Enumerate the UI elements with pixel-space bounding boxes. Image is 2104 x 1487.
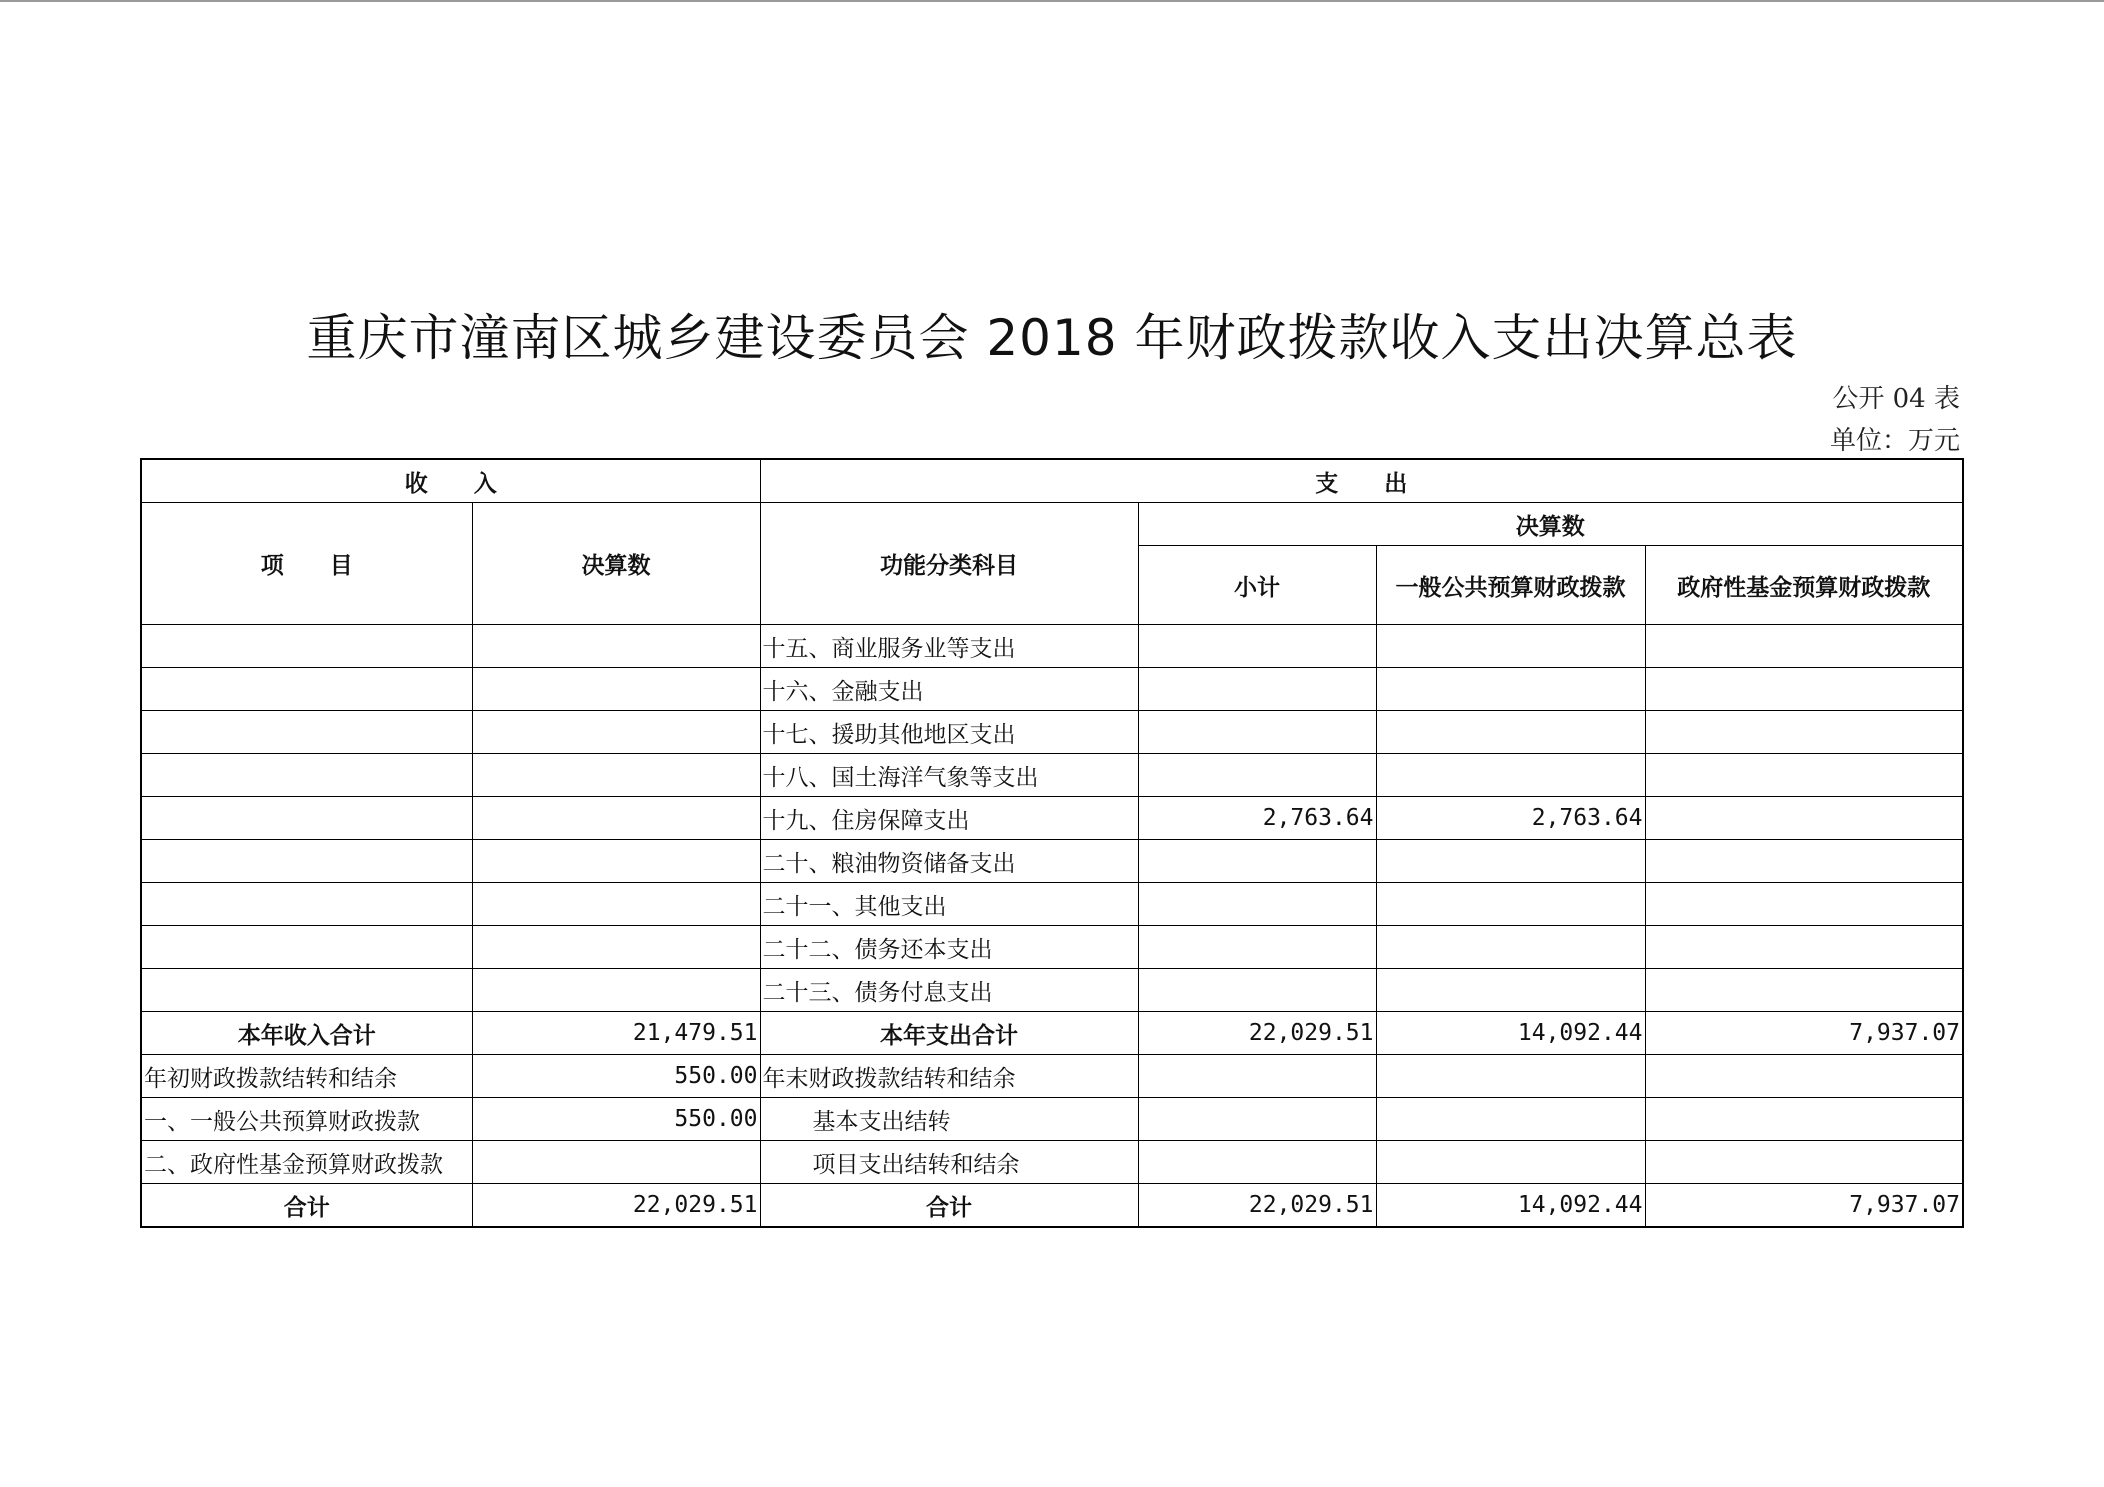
income-item-cell xyxy=(141,668,472,711)
fund-cell xyxy=(1645,926,1963,969)
income-amount-cell: 21,479.51 xyxy=(472,1012,760,1055)
category-cell: 项目支出结转和结余 xyxy=(760,1141,1138,1184)
general-cell: 2,763.64 xyxy=(1376,797,1645,840)
general-cell xyxy=(1376,969,1645,1012)
settlement-header: 决算数 xyxy=(1138,503,1963,546)
income-item-cell: 合计 xyxy=(141,1184,472,1228)
fund-cell xyxy=(1645,668,1963,711)
fund-cell xyxy=(1645,797,1963,840)
general-cell xyxy=(1376,668,1645,711)
subtotal-cell xyxy=(1138,668,1376,711)
page-top-rule xyxy=(0,0,2104,2)
income-item-cell: 一、一般公共预算财政拨款 xyxy=(141,1098,472,1141)
income-item-cell xyxy=(141,625,472,668)
header-row-1 xyxy=(141,459,1963,503)
general-cell xyxy=(1376,1055,1645,1098)
subtotal-cell xyxy=(1138,1098,1376,1141)
income-amount-cell xyxy=(472,754,760,797)
general-cell xyxy=(1376,926,1645,969)
unit-label: 单位：万元 xyxy=(1829,426,1960,456)
income-item-cell xyxy=(141,969,472,1012)
subtotal-header: 小计 xyxy=(1138,546,1376,625)
income-item-cell xyxy=(141,711,472,754)
general-cell: 14,092.44 xyxy=(1376,1184,1645,1228)
general-cell xyxy=(1376,754,1645,797)
fund-cell xyxy=(1645,883,1963,926)
income-amount-cell xyxy=(472,969,760,1012)
category-cell: 二十二、债务还本支出 xyxy=(760,926,1138,969)
income-item-cell xyxy=(141,797,472,840)
income-amount-cell: 550.00 xyxy=(472,1098,760,1141)
income-amount-cell xyxy=(472,711,760,754)
general-cell xyxy=(1376,840,1645,883)
category-cell: 二十三、债务付息支出 xyxy=(760,969,1138,1012)
table-row xyxy=(141,1055,1963,1098)
general-cell xyxy=(1376,625,1645,668)
category-cell: 十五、商业服务业等支出 xyxy=(760,625,1138,668)
income-amount-cell: 550.00 xyxy=(472,1055,760,1098)
category-cell: 十七、援助其他地区支出 xyxy=(760,711,1138,754)
category-cell: 十六、金融支出 xyxy=(760,668,1138,711)
expense-header: 支 出 xyxy=(760,459,1963,503)
category-cell: 十九、住房保障支出 xyxy=(760,797,1138,840)
fund-cell xyxy=(1645,754,1963,797)
income-amount-cell xyxy=(472,1141,760,1184)
category-cell: 合计 xyxy=(760,1184,1138,1228)
general-cell xyxy=(1376,1098,1645,1141)
income-amount-cell xyxy=(472,840,760,883)
header-row-2 xyxy=(141,503,1963,546)
subtotal-cell xyxy=(1138,1055,1376,1098)
fund-cell xyxy=(1645,1141,1963,1184)
subtotal-cell: 22,029.51 xyxy=(1138,1012,1376,1055)
income-amount-cell xyxy=(472,668,760,711)
income-item-cell xyxy=(141,926,472,969)
subtotal-cell xyxy=(1138,625,1376,668)
category-cell: 基本支出结转 xyxy=(760,1098,1138,1141)
fund-cell xyxy=(1645,840,1963,883)
general-cell xyxy=(1376,1141,1645,1184)
fund-budget-header: 政府性基金预算财政拨款 xyxy=(1645,546,1963,625)
general-budget-header: 一般公共预算财政拨款 xyxy=(1376,546,1645,625)
income-item-cell xyxy=(141,754,472,797)
subtotal-cell xyxy=(1138,1141,1376,1184)
fund-cell xyxy=(1645,1055,1963,1098)
fund-cell: 7,937.07 xyxy=(1645,1012,1963,1055)
fund-cell xyxy=(1645,969,1963,1012)
income-header: 收 入 xyxy=(141,459,760,503)
subtotal-cell xyxy=(1138,754,1376,797)
income-item-cell: 二、政府性基金预算财政拨款 xyxy=(141,1141,472,1184)
table-row xyxy=(141,1098,1963,1141)
form-code: 公开 04 表 xyxy=(1832,384,1960,414)
fund-cell xyxy=(1645,1098,1963,1141)
category-cell: 本年支出合计 xyxy=(760,1012,1138,1055)
general-cell xyxy=(1376,883,1645,926)
table-row xyxy=(141,754,1963,797)
table-row xyxy=(141,926,1963,969)
category-cell: 年末财政拨款结转和结余 xyxy=(760,1055,1138,1098)
subtotal-cell: 22,029.51 xyxy=(1138,1184,1376,1228)
income-item-cell: 本年收入合计 xyxy=(141,1012,472,1055)
table-row xyxy=(141,797,1963,840)
table-row xyxy=(141,625,1963,668)
page-title: 重庆市潼南区城乡建设委员会 2018 年财政拨款收入支出决算总表 xyxy=(306,309,1798,367)
income-amount-cell xyxy=(472,625,760,668)
amount-header: 决算数 xyxy=(472,503,760,625)
table-row xyxy=(141,969,1963,1012)
category-cell: 二十一、其他支出 xyxy=(760,883,1138,926)
subtotal-cell: 2,763.64 xyxy=(1138,797,1376,840)
table-row xyxy=(141,711,1963,754)
category-header: 功能分类科目 xyxy=(760,503,1138,625)
table-row xyxy=(141,668,1963,711)
category-cell: 二十、粮油物资储备支出 xyxy=(760,840,1138,883)
fund-cell xyxy=(1645,711,1963,754)
income-amount-cell xyxy=(472,883,760,926)
table-row xyxy=(141,1141,1963,1184)
subtotal-cell xyxy=(1138,969,1376,1012)
total-row-annual xyxy=(141,1012,1963,1055)
income-amount-cell: 22,029.51 xyxy=(472,1184,760,1228)
subtotal-cell xyxy=(1138,711,1376,754)
income-item-cell: 年初财政拨款结转和结余 xyxy=(141,1055,472,1098)
fund-cell xyxy=(1645,625,1963,668)
income-item-cell xyxy=(141,883,472,926)
income-amount-cell xyxy=(472,926,760,969)
general-cell: 14,092.44 xyxy=(1376,1012,1645,1055)
budget-table xyxy=(140,458,1964,1228)
subtotal-cell xyxy=(1138,926,1376,969)
subtotal-cell xyxy=(1138,840,1376,883)
table-row xyxy=(141,883,1963,926)
subtotal-cell xyxy=(1138,883,1376,926)
item-header: 项 目 xyxy=(141,503,472,625)
income-item-cell xyxy=(141,840,472,883)
fund-cell: 7,937.07 xyxy=(1645,1184,1963,1228)
table-row xyxy=(141,840,1963,883)
income-amount-cell xyxy=(472,797,760,840)
category-cell: 十八、国土海洋气象等支出 xyxy=(760,754,1138,797)
general-cell xyxy=(1376,711,1645,754)
grand-total-row xyxy=(141,1184,1963,1228)
